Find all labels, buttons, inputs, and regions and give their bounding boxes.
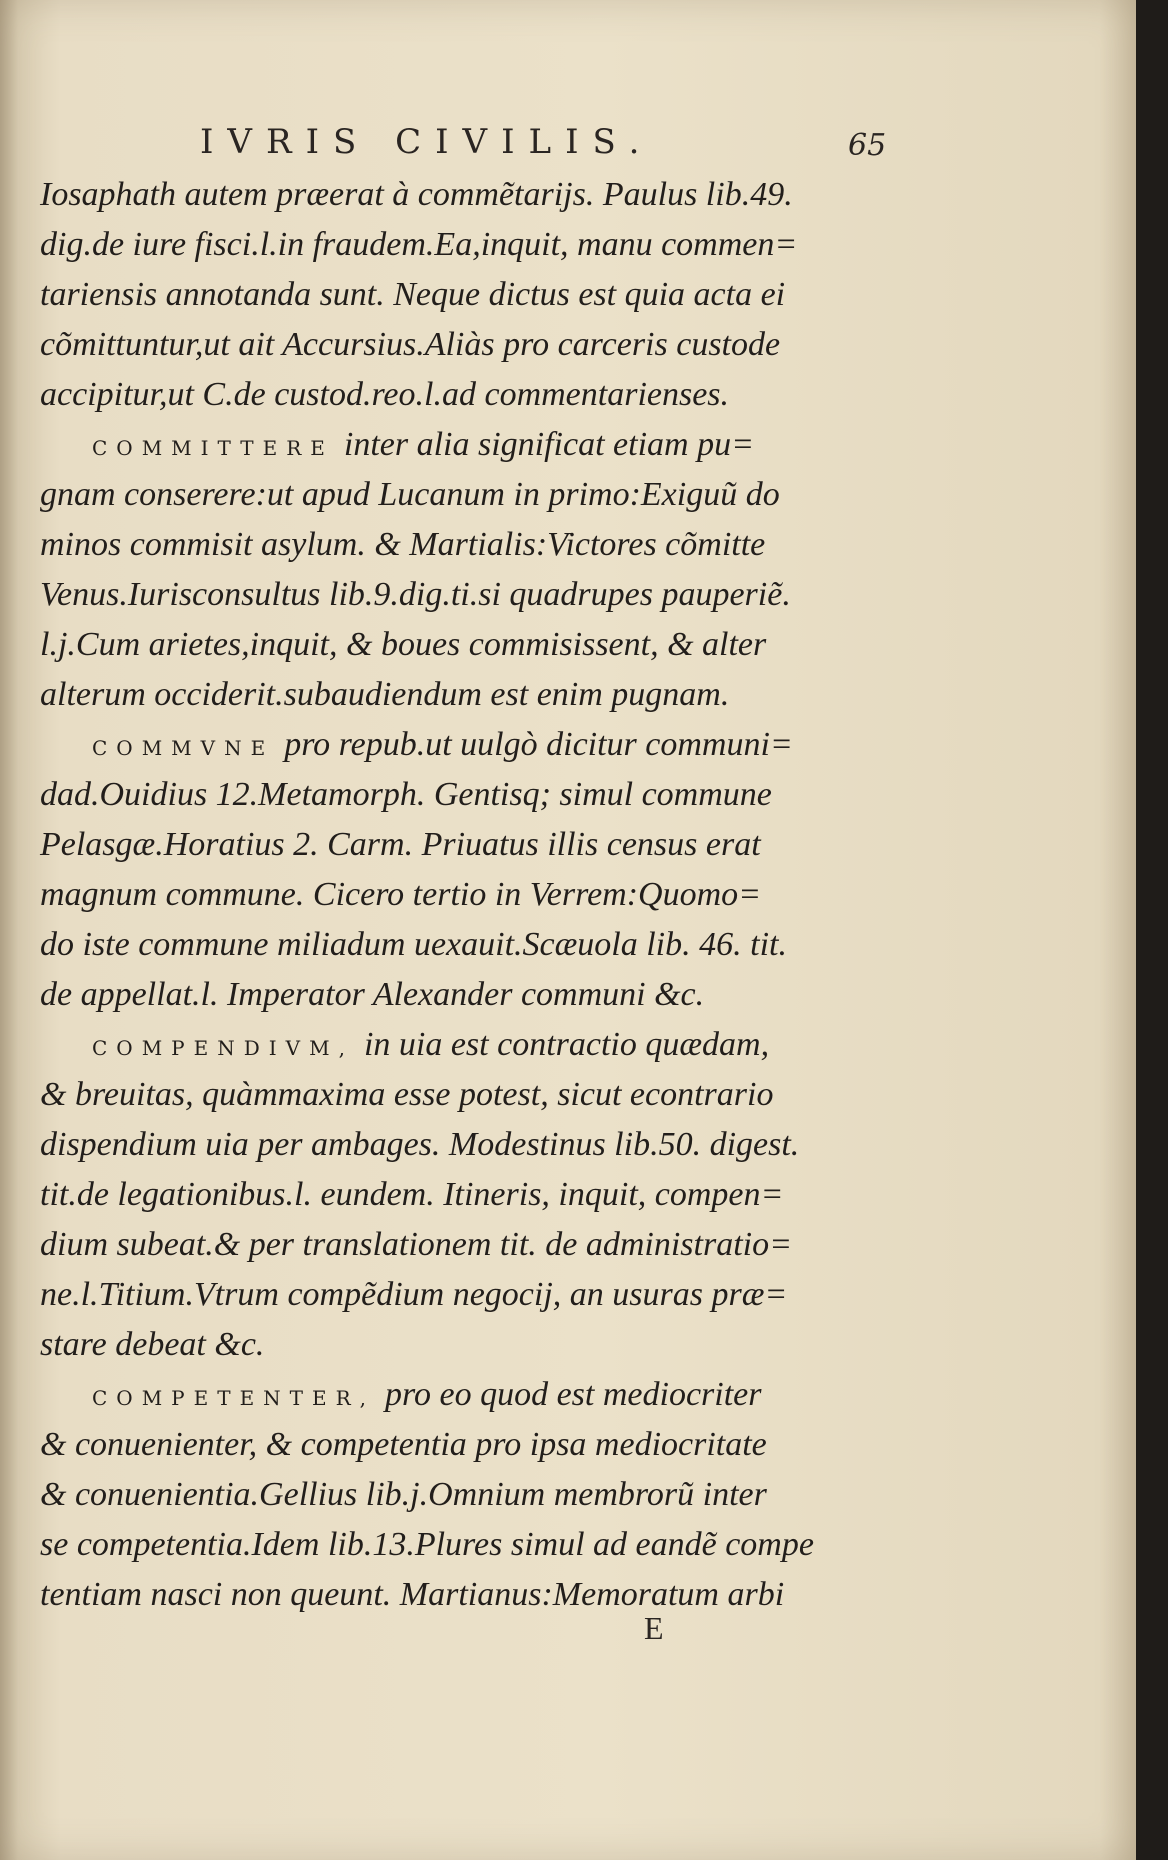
text-line: [40, 170, 870, 220]
running-title: [200, 122, 900, 162]
line-text: gnam conserere:ut apud Lucanum in primo:Exiguũ do: [40, 476, 780, 513]
lemma-heading: COMPETENTER,: [92, 1386, 376, 1410]
text-line: [40, 1020, 870, 1070]
line-text: dium subeat.& per translationem tit. de administratio=: [40, 1226, 793, 1263]
text-line: [40, 920, 870, 970]
text-line: [40, 1370, 870, 1420]
line-text: & conuenientia.Gellius lib.j.Omnium membrorũ inter: [40, 1476, 767, 1513]
line-text: dad.Ouidius 12.Metamorph. Gentisq; simul commune: [40, 776, 772, 813]
text-line: [40, 1420, 870, 1470]
line-text: accipitur,ut C.de custod.reo.l.ad commentarienses.: [40, 376, 730, 413]
text-line: [40, 620, 870, 670]
line-text: do iste commune miliadum uexauit.Scæuola lib. 46. tit.: [40, 926, 787, 963]
text-line: [40, 470, 870, 520]
line-text: tariensis annotanda sunt. Neque dictus est quia acta ei: [40, 276, 786, 313]
text-line: [40, 770, 870, 820]
line-text: pro repub.ut uulgò dicitur communi=: [284, 726, 793, 763]
text-line: [40, 220, 870, 270]
text-line: [40, 1570, 870, 1620]
line-text: dig.de iure fisci.l.in fraudem.Ea,inquit, manu commen=: [40, 226, 798, 263]
text-line: [40, 420, 870, 470]
line-text: Venus.Iurisconsultus lib.9.dig.ti.si quadrupes pauperiẽ.: [40, 576, 791, 613]
text-line: [40, 670, 870, 720]
line-text: minos commisit asylum. & Martialis:Victores cõmitte: [40, 526, 766, 563]
line-text: alterum occiderit.subaudiendum est enim pugnam.: [40, 676, 730, 713]
line-text: tit.de legationibus.l. eundem. Itineris, inquit, compen=: [40, 1176, 784, 1213]
text-line: [40, 370, 870, 420]
lemma-heading: COMPENDIVM,: [92, 1036, 354, 1060]
line-text: cõmittuntur,ut ait Accursius.Aliàs pro carceris custode: [40, 326, 781, 363]
text-line: [40, 1070, 870, 1120]
line-text: & breuitas, quàmmaxima esse potest, sicut econtrario: [40, 1076, 774, 1113]
running-title-text: IVRIS CIVILIS.: [200, 122, 654, 162]
text-line: [40, 970, 870, 1020]
text-line: [40, 1270, 870, 1320]
text-line: [40, 1520, 870, 1570]
line-text: pro eo quod est mediocriter: [385, 1376, 762, 1413]
text-line: [40, 720, 870, 770]
line-text: Pelasgæ.Horatius 2. Carm. Priuatus illis census erat: [40, 826, 761, 863]
catchword: E: [644, 1610, 664, 1646]
line-text: & conuenienter, & competentia pro ipsa mediocritate: [40, 1426, 767, 1463]
line-text: se competentia.Idem lib.13.Plures simul ad eandẽ compe: [40, 1526, 814, 1563]
line-text: l.j.Cum arietes,inquit, & boues commisissent, & alter: [40, 626, 767, 663]
body-text: [40, 170, 870, 1620]
text-line: [40, 570, 870, 620]
text-line: [40, 870, 870, 920]
text-line: [40, 1470, 870, 1520]
text-line: [40, 520, 870, 570]
text-line: [40, 1170, 870, 1220]
line-text: ne.l.Titium.Vtrum compẽdium negocij, an usuras præ=: [40, 1276, 788, 1313]
text-line: [40, 1320, 870, 1370]
text-line: [40, 320, 870, 370]
line-text: Iosaphath autem præerat à commẽtarijs. Paulus lib.49.: [40, 176, 793, 213]
line-text: magnum commune. Cicero tertio in Verrem:Quomo=: [40, 876, 762, 913]
text-line: [40, 270, 870, 320]
line-text: tentiam nasci non queunt. Martianus:Memoratum arbi: [40, 1576, 785, 1613]
line-text: dispendium uia per ambages. Modestinus lib.50. digest.: [40, 1126, 800, 1163]
line-text: inter alia significat etiam pu=: [343, 426, 755, 463]
text-line: [40, 820, 870, 870]
line-text: stare debeat &c.: [40, 1326, 265, 1363]
lemma-heading: COMMVNE: [92, 736, 275, 760]
text-line: [40, 1120, 870, 1170]
text-line: [40, 1220, 870, 1270]
lemma-heading: COMMITTERE: [92, 436, 334, 460]
page-number: 65: [848, 128, 887, 163]
line-text: in uia est contractio quædam,: [363, 1026, 770, 1063]
line-text: de appellat.l. Imperator Alexander communi &c.: [40, 976, 705, 1013]
